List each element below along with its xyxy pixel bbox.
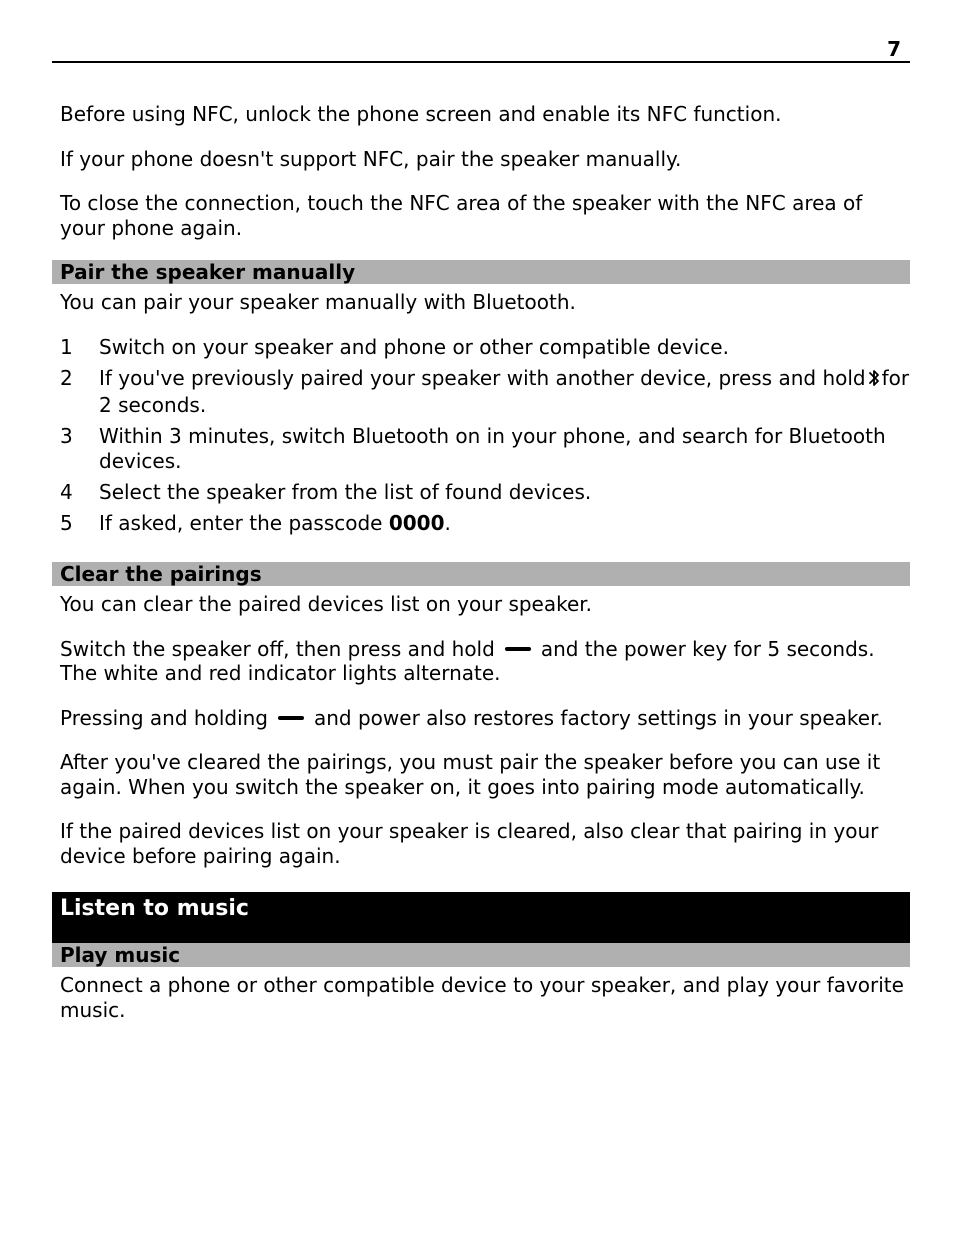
step-text: Within 3 minutes, switch Bluetooth on in your phone, and search for Bluetooth devices. (99, 424, 886, 473)
page-number: 7 (887, 37, 901, 61)
list-item (52, 480, 910, 505)
step-text (99, 366, 910, 418)
step-number: 1 (60, 334, 73, 359)
step-text-before: If you've previously paired your speaker with another device, press and hold (99, 365, 866, 390)
clear-pairings-paragraph-4: After you've cleared the pairings, you must pair the speaker before you can use it again. When you switch the speaker on, it goes into pairing mode automatically. (60, 750, 881, 799)
step-text: Switch on your speaker and phone or other compatible device. (99, 334, 729, 359)
page-content (52, 102, 910, 1042)
step-text-after: for 2 seconds. (99, 365, 910, 417)
list-item (52, 424, 910, 473)
step-number: 5 (60, 510, 73, 535)
bluetooth-icon (868, 368, 880, 394)
minus-icon (505, 647, 531, 651)
list-item (52, 335, 910, 360)
step-text: Select the speaker from the list of found devices. (99, 479, 592, 504)
play-music-paragraph: Connect a phone or other compatible device to your speaker, and play your favorite music. (60, 973, 904, 1022)
list-item (52, 511, 910, 536)
clear-text-before: Switch the speaker off, then press and hold (60, 636, 495, 661)
clear-text-after: and the power key for 5 seconds. The white and red indicator lights alternate. (60, 636, 875, 685)
heading-pair-manually: Pair the speaker manually (52, 260, 910, 284)
intro-paragraph-1: Before using NFC, unlock the phone screen and enable its NFC function. (60, 102, 782, 126)
heading-play-music: Play music (52, 943, 910, 967)
passcode: 0000 (388, 510, 445, 535)
clear-pairings-paragraph-2 (52, 637, 910, 686)
pair-manually-intro: You can pair your speaker manually with Bluetooth. (60, 290, 576, 314)
clear-pairings-paragraph-5: If the paired devices list on your speaker is cleared, also clear that pairing in your device before pairing again. (60, 819, 879, 868)
list-item (52, 366, 910, 418)
header-rule (52, 61, 910, 63)
clear-pairings-paragraph-1: You can clear the paired devices list on your speaker. (60, 592, 593, 616)
step-text (99, 511, 910, 536)
step-number: 3 (60, 424, 73, 448)
restore-text-after: and power also restores factory settings in your speaker. (314, 705, 883, 730)
step-number: 2 (60, 365, 73, 390)
restore-text-before: Pressing and holding (60, 705, 268, 730)
step-number: 4 (60, 479, 73, 504)
section-heading-listen-to-music: Listen to music (52, 892, 910, 943)
heading-clear-pairings: Clear the pairings (52, 562, 910, 586)
pairing-steps-list (52, 335, 910, 536)
minus-icon (278, 716, 304, 720)
intro-paragraph-3: To close the connection, touch the NFC area of the speaker with the NFC area of your phone again. (60, 191, 863, 240)
step-text-after: . (444, 510, 451, 535)
step-text-before: If asked, enter the passcode (99, 510, 389, 535)
intro-paragraph-2: If your phone doesn't support NFC, pair the speaker manually. (60, 146, 682, 171)
clear-pairings-paragraph-3 (52, 706, 910, 731)
